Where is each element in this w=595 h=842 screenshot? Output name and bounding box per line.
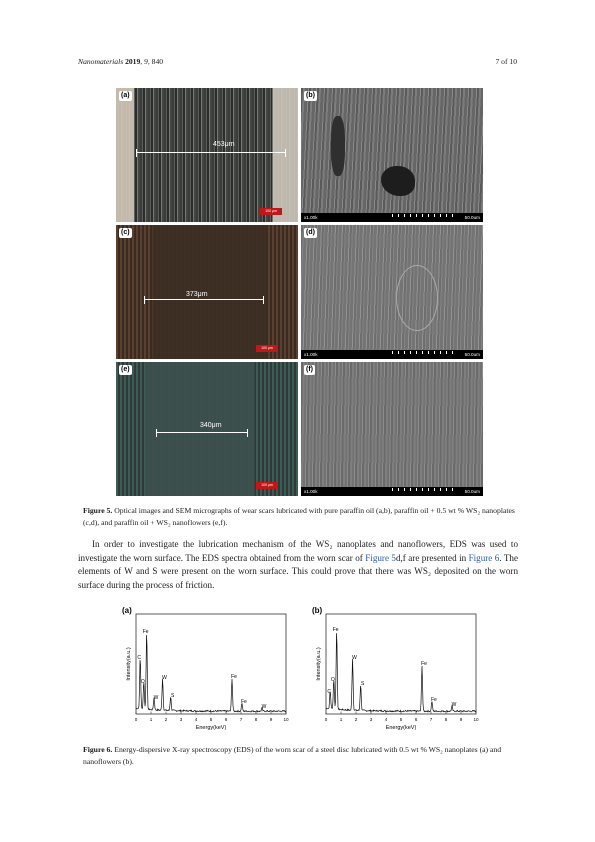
x-tick-label: 10 [473,717,479,722]
x-tick-label: 5 [209,717,213,722]
scar-width-label: 373μm [186,291,208,298]
figure5-panel-b [301,88,483,222]
figure-link[interactable]: Figure 6 [468,552,500,563]
panel-label: (a) [122,606,132,615]
x-tick-label: 7 [429,717,433,722]
x-tick-label: 7 [239,717,243,722]
scar-width-line [156,432,248,433]
panel-label: (e) [121,366,130,373]
figure6-caption [83,744,523,768]
peak-label: Fe [231,674,237,680]
spectrum-line [326,633,476,712]
y-axis-label: Intensity(a.u.) [316,647,322,681]
peak-label: Fe [142,629,149,635]
x-tick-label: 4 [194,717,198,722]
figure5-panel-d [301,225,483,359]
x-tick-label: 4 [384,717,388,722]
journal-volume: 9 [144,57,148,66]
page-number: 7 of 10 [495,57,517,66]
x-tick-label: 1 [149,717,153,722]
figure5-panel-e [116,362,298,496]
panel-label: (f) [306,366,313,373]
eds-chart-a [110,604,296,734]
x-tick-label: 0 [324,717,328,722]
eds-spectrum-b [300,604,486,734]
figure5-panel-c [116,225,298,359]
peak-label: S [360,681,365,687]
scale-bar: 100 μm [260,208,282,215]
panel-label: (c) [121,229,130,236]
x-tick-label: 6 [224,717,228,722]
scar-width-label: 340μm [200,422,222,429]
caption-label: Figure 6. [83,745,113,754]
x-tick-label: 2 [164,717,168,722]
peak-label: C [327,689,332,695]
scale-bar: 100 μm [256,345,278,352]
x-tick-label: 5 [399,717,403,722]
caption-label: Figure 5. [83,506,113,515]
scale-bar: 100 μm [256,482,278,489]
eds-chart-b [300,604,486,734]
figure5-panel-f [301,362,483,496]
peak-label: W [153,695,159,701]
x-tick-label: 0 [134,717,138,722]
x-axis-label: Energy(keV) [385,725,417,731]
peak-label: Fe [332,627,339,633]
scar-width-line [136,152,286,153]
x-tick-label: 9 [459,717,463,722]
peak-label: S [170,693,175,699]
sem-info-bar: x1.00k 50.0um [301,487,483,496]
figure5-panel-a [116,88,298,222]
x-tick-label: 6 [414,717,418,722]
x-tick-label: 3 [179,717,183,722]
x-tick-label: 9 [269,717,273,722]
panel-label: (a) [121,92,130,99]
peak-label: Fe [430,697,437,703]
x-tick-label: 2 [354,717,358,722]
peak-label: W [451,702,457,708]
plot-frame [326,614,476,714]
x-tick-label: 10 [283,717,289,722]
running-header-left: Nanomaterials 2019, 9, 840 [78,57,164,66]
scar-width-label: 453μm [213,141,235,148]
journal-year: 2019 [125,57,141,66]
wear-pit [331,116,345,176]
journal-name: Nanomaterials [78,57,124,66]
y-axis-label: Intensity(a.u.) [126,647,132,681]
peak-label: Fe [240,699,247,705]
peak-label: W [162,675,167,681]
sem-info-bar: x1.00k 50.0um [301,213,483,222]
caption-text: Optical images and SEM micrographs of wear scars lubricated with pure paraffin oil (a,b), paraffin oil + 0.5 wt % WS₂ nanoplates (c,d), and paraffin oil + WS₂ nanoflowers (e,f). [83,506,515,527]
body-paragraph: In order to investigate the lubrication mechanism of the WS₂ nanoplates and nanoflowers, EDS was used to investigate the worn surface. The EDS spectra obtained from the worn scar of Figure 5d,f are presented in Figure 6. The elements of W and S were present on the worn surface. This could prove that there was WS₂ deposited on the worn surface during the process of friction. [78,539,519,590]
article-number: 840 [151,57,164,66]
plot-frame [136,614,286,714]
panel-label: (b) [312,606,323,615]
x-tick-label: 8 [444,717,448,722]
peak-label: W [352,655,357,661]
caption-text: Energy-dispersive X-ray spectroscopy (EDS) of the worn scar of a steel disc lubricated with 0.5 wt % WS₂ nanoplates (a) and nanoflowers (b). [83,745,502,766]
panel-label: (d) [306,229,315,236]
peak-label: O [330,677,335,683]
peak-label: C [137,655,142,661]
panel-label: (b) [306,92,315,99]
figure5-caption [83,505,523,529]
spectrum-line [136,635,286,712]
wear-debris [381,166,415,196]
x-axis-label: Energy(keV) [195,725,227,731]
wear-feature [396,265,438,331]
x-tick-label: 3 [369,717,373,722]
x-tick-label: 1 [339,717,343,722]
peak-label: W [261,704,267,710]
figure-link[interactable]: Figure 5 [365,552,396,563]
peak-label: Fe [421,661,427,667]
scar-width-line [144,299,264,300]
sem-info-bar: x1.00k 50.0um [301,350,483,359]
eds-spectrum-a [110,604,296,734]
peak-label: O [140,679,145,685]
x-tick-label: 8 [254,717,258,722]
